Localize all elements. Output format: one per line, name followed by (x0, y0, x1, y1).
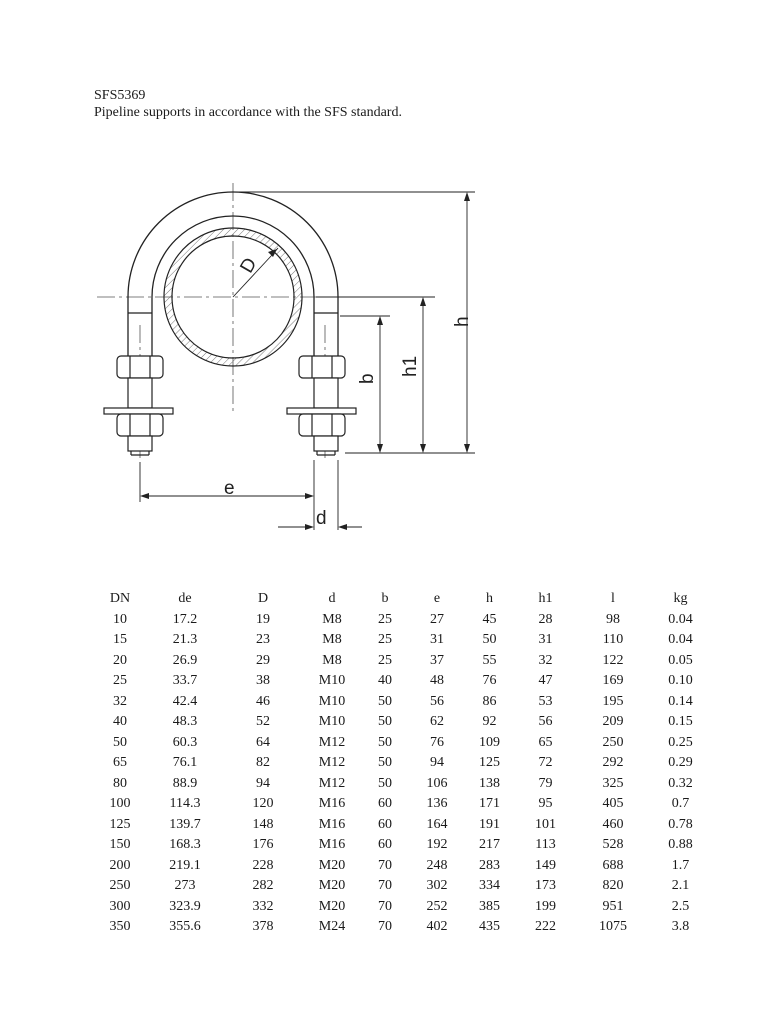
table-row (90, 712, 709, 733)
table-cell: 76 (430, 734, 444, 750)
table-cell: 0.7 (671, 796, 690, 811)
table-cell: 19 (256, 611, 270, 627)
table-cell: 48.3 (172, 714, 198, 729)
table-cell: 164 (426, 816, 448, 832)
table-row (90, 671, 709, 692)
table-cell: 95 (538, 796, 553, 811)
table-cell: 300 (109, 898, 131, 914)
table-cell: 378 (252, 919, 274, 934)
table-cell: 82 (256, 755, 270, 770)
table-cell: 47 (538, 673, 553, 688)
table-cell: 138 (479, 775, 500, 791)
table-cell: 31 (538, 632, 553, 647)
table-cell: 173 (535, 878, 556, 893)
table-cell: 209 (602, 714, 624, 729)
table-row (90, 692, 709, 713)
column-header: kg (673, 591, 688, 606)
table-cell: 42.4 (172, 693, 198, 709)
table-cell: 27 (430, 611, 444, 627)
table-cell: 88.9 (172, 775, 198, 791)
table-cell: 50 (378, 714, 392, 729)
table-cell: 149 (535, 857, 556, 873)
table-row (90, 733, 709, 754)
table-cell: 302 (426, 878, 448, 893)
table-row (90, 856, 709, 877)
table-cell: 323.9 (169, 898, 201, 914)
table-cell: 40 (378, 673, 392, 688)
table-cell: M12 (318, 734, 346, 750)
table-cell: 79 (538, 775, 553, 791)
column-header: e (433, 591, 441, 606)
table-cell: 40 (113, 714, 127, 729)
table-row (90, 815, 709, 836)
table-cell: 113 (535, 837, 556, 852)
table-cell: 50 (378, 693, 392, 709)
table-cell: 28 (538, 611, 553, 627)
table-cell: 148 (252, 816, 274, 832)
table-cell: 282 (252, 878, 274, 893)
table-body (90, 610, 709, 938)
table-cell: 191 (479, 816, 500, 832)
table-cell: 45 (482, 611, 497, 627)
table-cell: M10 (318, 693, 346, 709)
table-cell: 25 (113, 673, 127, 688)
table-cell: M20 (318, 878, 346, 893)
table-cell: 120 (252, 796, 274, 811)
table-cell: 70 (378, 878, 392, 893)
table-cell: 21.3 (172, 632, 198, 647)
table-cell: 139.7 (169, 816, 201, 832)
table-cell: 0.88 (668, 837, 693, 852)
table-row (90, 917, 709, 938)
table-cell: 951 (602, 898, 624, 914)
table-cell: 48 (430, 673, 444, 688)
table-cell: M16 (318, 816, 346, 832)
table-cell: 33.7 (172, 673, 198, 688)
table-cell: M12 (318, 755, 346, 770)
table-cell: 56 (538, 714, 553, 729)
table-cell: 37 (430, 652, 444, 668)
table-cell: 192 (426, 837, 448, 852)
table-cell: 273 (174, 878, 196, 893)
table-row (90, 630, 709, 651)
right-fasteners (287, 356, 356, 455)
table-cell: 292 (602, 755, 624, 770)
table-cell: 200 (109, 857, 131, 873)
table-cell: 332 (252, 898, 274, 914)
document-subtitle: Pipeline supports in accordance with the SFS standard. (94, 105, 402, 120)
table-cell: 32 (113, 693, 127, 709)
table-cell: 176 (252, 837, 274, 852)
table-cell: 0.32 (668, 775, 693, 791)
table-cell: M20 (318, 898, 346, 914)
table-cell: 98 (606, 611, 620, 627)
table-cell: 3.8 (671, 919, 690, 934)
table-cell: 25 (378, 652, 392, 668)
table-cell: 94 (430, 755, 444, 770)
table-cell: 385 (479, 898, 500, 914)
table-row (90, 876, 709, 897)
table-cell: 70 (378, 919, 392, 934)
table-cell: 55 (482, 652, 497, 668)
table-row (90, 835, 709, 856)
table-cell: 64 (256, 734, 270, 750)
table-cell: 62 (430, 714, 444, 729)
table-row (90, 794, 709, 815)
table-cell: M12 (318, 775, 346, 791)
table-cell: 60 (378, 816, 392, 832)
table-cell: 52 (256, 714, 270, 729)
dim-label-h: h (452, 316, 473, 327)
table-cell: 20 (113, 652, 127, 668)
table-row (90, 897, 709, 918)
table-cell: 38 (256, 673, 270, 688)
table-cell: 32 (538, 652, 553, 668)
table-cell: 0.05 (668, 652, 693, 668)
table-cell: 15 (113, 632, 127, 647)
table-cell: 25 (378, 611, 392, 627)
column-header: b (381, 591, 389, 606)
table-cell: 110 (602, 632, 624, 647)
table-cell: 60.3 (172, 734, 198, 750)
table-cell: 460 (602, 816, 624, 832)
table-cell: 0.04 (668, 611, 693, 627)
table-cell: 250 (109, 878, 131, 893)
dim-label-e: e (224, 478, 235, 499)
table-cell: M8 (322, 632, 342, 647)
table-cell: M24 (318, 919, 346, 934)
table-cell: 60 (378, 837, 392, 852)
table-row (90, 651, 709, 672)
table-cell: 10 (113, 611, 127, 627)
dim-label-D: D (236, 254, 262, 277)
table-cell: 0.78 (668, 816, 693, 832)
table-cell: 101 (535, 816, 556, 832)
table-cell: 2.1 (671, 878, 690, 893)
table-cell: 122 (602, 652, 624, 668)
table-cell: M16 (318, 837, 346, 852)
table-cell: 17.2 (172, 611, 198, 627)
table-cell: 50 (482, 632, 497, 647)
table-cell: 72 (538, 755, 553, 770)
table-cell: 50 (378, 755, 392, 770)
table-cell: 65 (538, 734, 553, 750)
table-cell: 528 (602, 837, 624, 852)
table-cell: 219.1 (169, 857, 201, 873)
column-header: l (611, 591, 615, 606)
dimension-table (90, 589, 709, 938)
table-cell: 114.3 (169, 796, 201, 811)
table-cell: M10 (318, 673, 346, 688)
table-cell: 70 (378, 857, 392, 873)
table-cell: 50 (378, 775, 392, 791)
table-cell: M8 (322, 652, 342, 668)
table-cell: 125 (479, 755, 500, 770)
table-cell: 171 (479, 796, 500, 811)
column-header: de (178, 591, 192, 606)
table-cell: 248 (426, 857, 448, 873)
table-cell: 29 (256, 652, 270, 668)
column-header: D (257, 591, 269, 606)
table-cell: 435 (479, 919, 500, 934)
table-cell: 65 (113, 755, 127, 770)
table-cell: 53 (538, 693, 553, 709)
table-cell: 0.10 (668, 673, 693, 688)
table-row (90, 753, 709, 774)
table-cell: 80 (113, 775, 127, 791)
table-cell: 334 (479, 878, 500, 893)
table-cell: 70 (378, 898, 392, 914)
table-cell: 76.1 (172, 755, 198, 770)
table-cell: 86 (482, 693, 497, 709)
table-cell: 100 (109, 796, 131, 811)
table-cell: 136 (426, 796, 448, 811)
table-cell: 150 (109, 837, 131, 852)
table-cell: 25 (378, 632, 392, 647)
table-cell: 109 (479, 734, 500, 750)
table-row (90, 610, 709, 631)
table-cell: 688 (602, 857, 624, 873)
table-cell: 125 (109, 816, 131, 832)
table-cell: 23 (256, 632, 270, 647)
table-cell: 46 (256, 693, 270, 709)
table-cell: 0.04 (668, 632, 693, 647)
table-cell: 2.5 (671, 898, 690, 914)
column-header: DN (109, 591, 131, 606)
table-cell: 355.6 (169, 919, 201, 934)
table-cell: 0.15 (668, 714, 693, 729)
table-cell: 217 (479, 837, 500, 852)
table-cell: 1.7 (671, 857, 690, 873)
table-cell: 92 (482, 714, 497, 729)
table-cell: 0.25 (668, 734, 693, 750)
table-cell: 169 (602, 673, 624, 688)
table-cell: 0.14 (668, 693, 693, 709)
table-cell: 31 (430, 632, 444, 647)
table-cell: M20 (318, 857, 346, 873)
table-cell: 106 (426, 775, 448, 791)
dim-label-d: d (316, 508, 327, 529)
table-cell: 50 (378, 734, 392, 750)
table-cell: M10 (318, 714, 346, 729)
table-cell: 350 (109, 919, 131, 934)
table-cell: 405 (602, 796, 624, 811)
table-cell: 26.9 (172, 652, 198, 668)
dim-label-b: b (357, 373, 378, 384)
table-header-row (90, 589, 709, 610)
table-cell: M8 (322, 611, 342, 627)
dim-label-h1: h1 (400, 355, 421, 377)
table-cell: 56 (430, 693, 444, 709)
column-header: h1 (538, 591, 553, 606)
table-cell: 228 (252, 857, 274, 873)
table-cell: 76 (482, 673, 497, 688)
table-cell: 252 (426, 898, 448, 914)
table-cell: 199 (535, 898, 556, 914)
table-cell: M16 (318, 796, 346, 811)
table-cell: 195 (602, 693, 624, 709)
table-cell: 50 (113, 734, 127, 750)
table-cell: 250 (602, 734, 624, 750)
table-row (90, 774, 709, 795)
table-cell: 94 (256, 775, 270, 791)
table-cell: 820 (602, 878, 624, 893)
table-cell: 222 (535, 919, 556, 934)
standard-code: SFS5369 (94, 88, 146, 103)
table-cell: 402 (426, 919, 448, 934)
table-cell: 0.29 (668, 755, 693, 770)
table-cell: 60 (378, 796, 392, 811)
table-cell: 168.3 (169, 837, 201, 852)
table-cell: 283 (479, 857, 500, 873)
table-cell: 1075 (599, 919, 627, 934)
column-header: d (328, 591, 336, 606)
left-fasteners (104, 356, 173, 455)
column-header: h (486, 591, 493, 606)
table-cell: 325 (602, 775, 624, 791)
